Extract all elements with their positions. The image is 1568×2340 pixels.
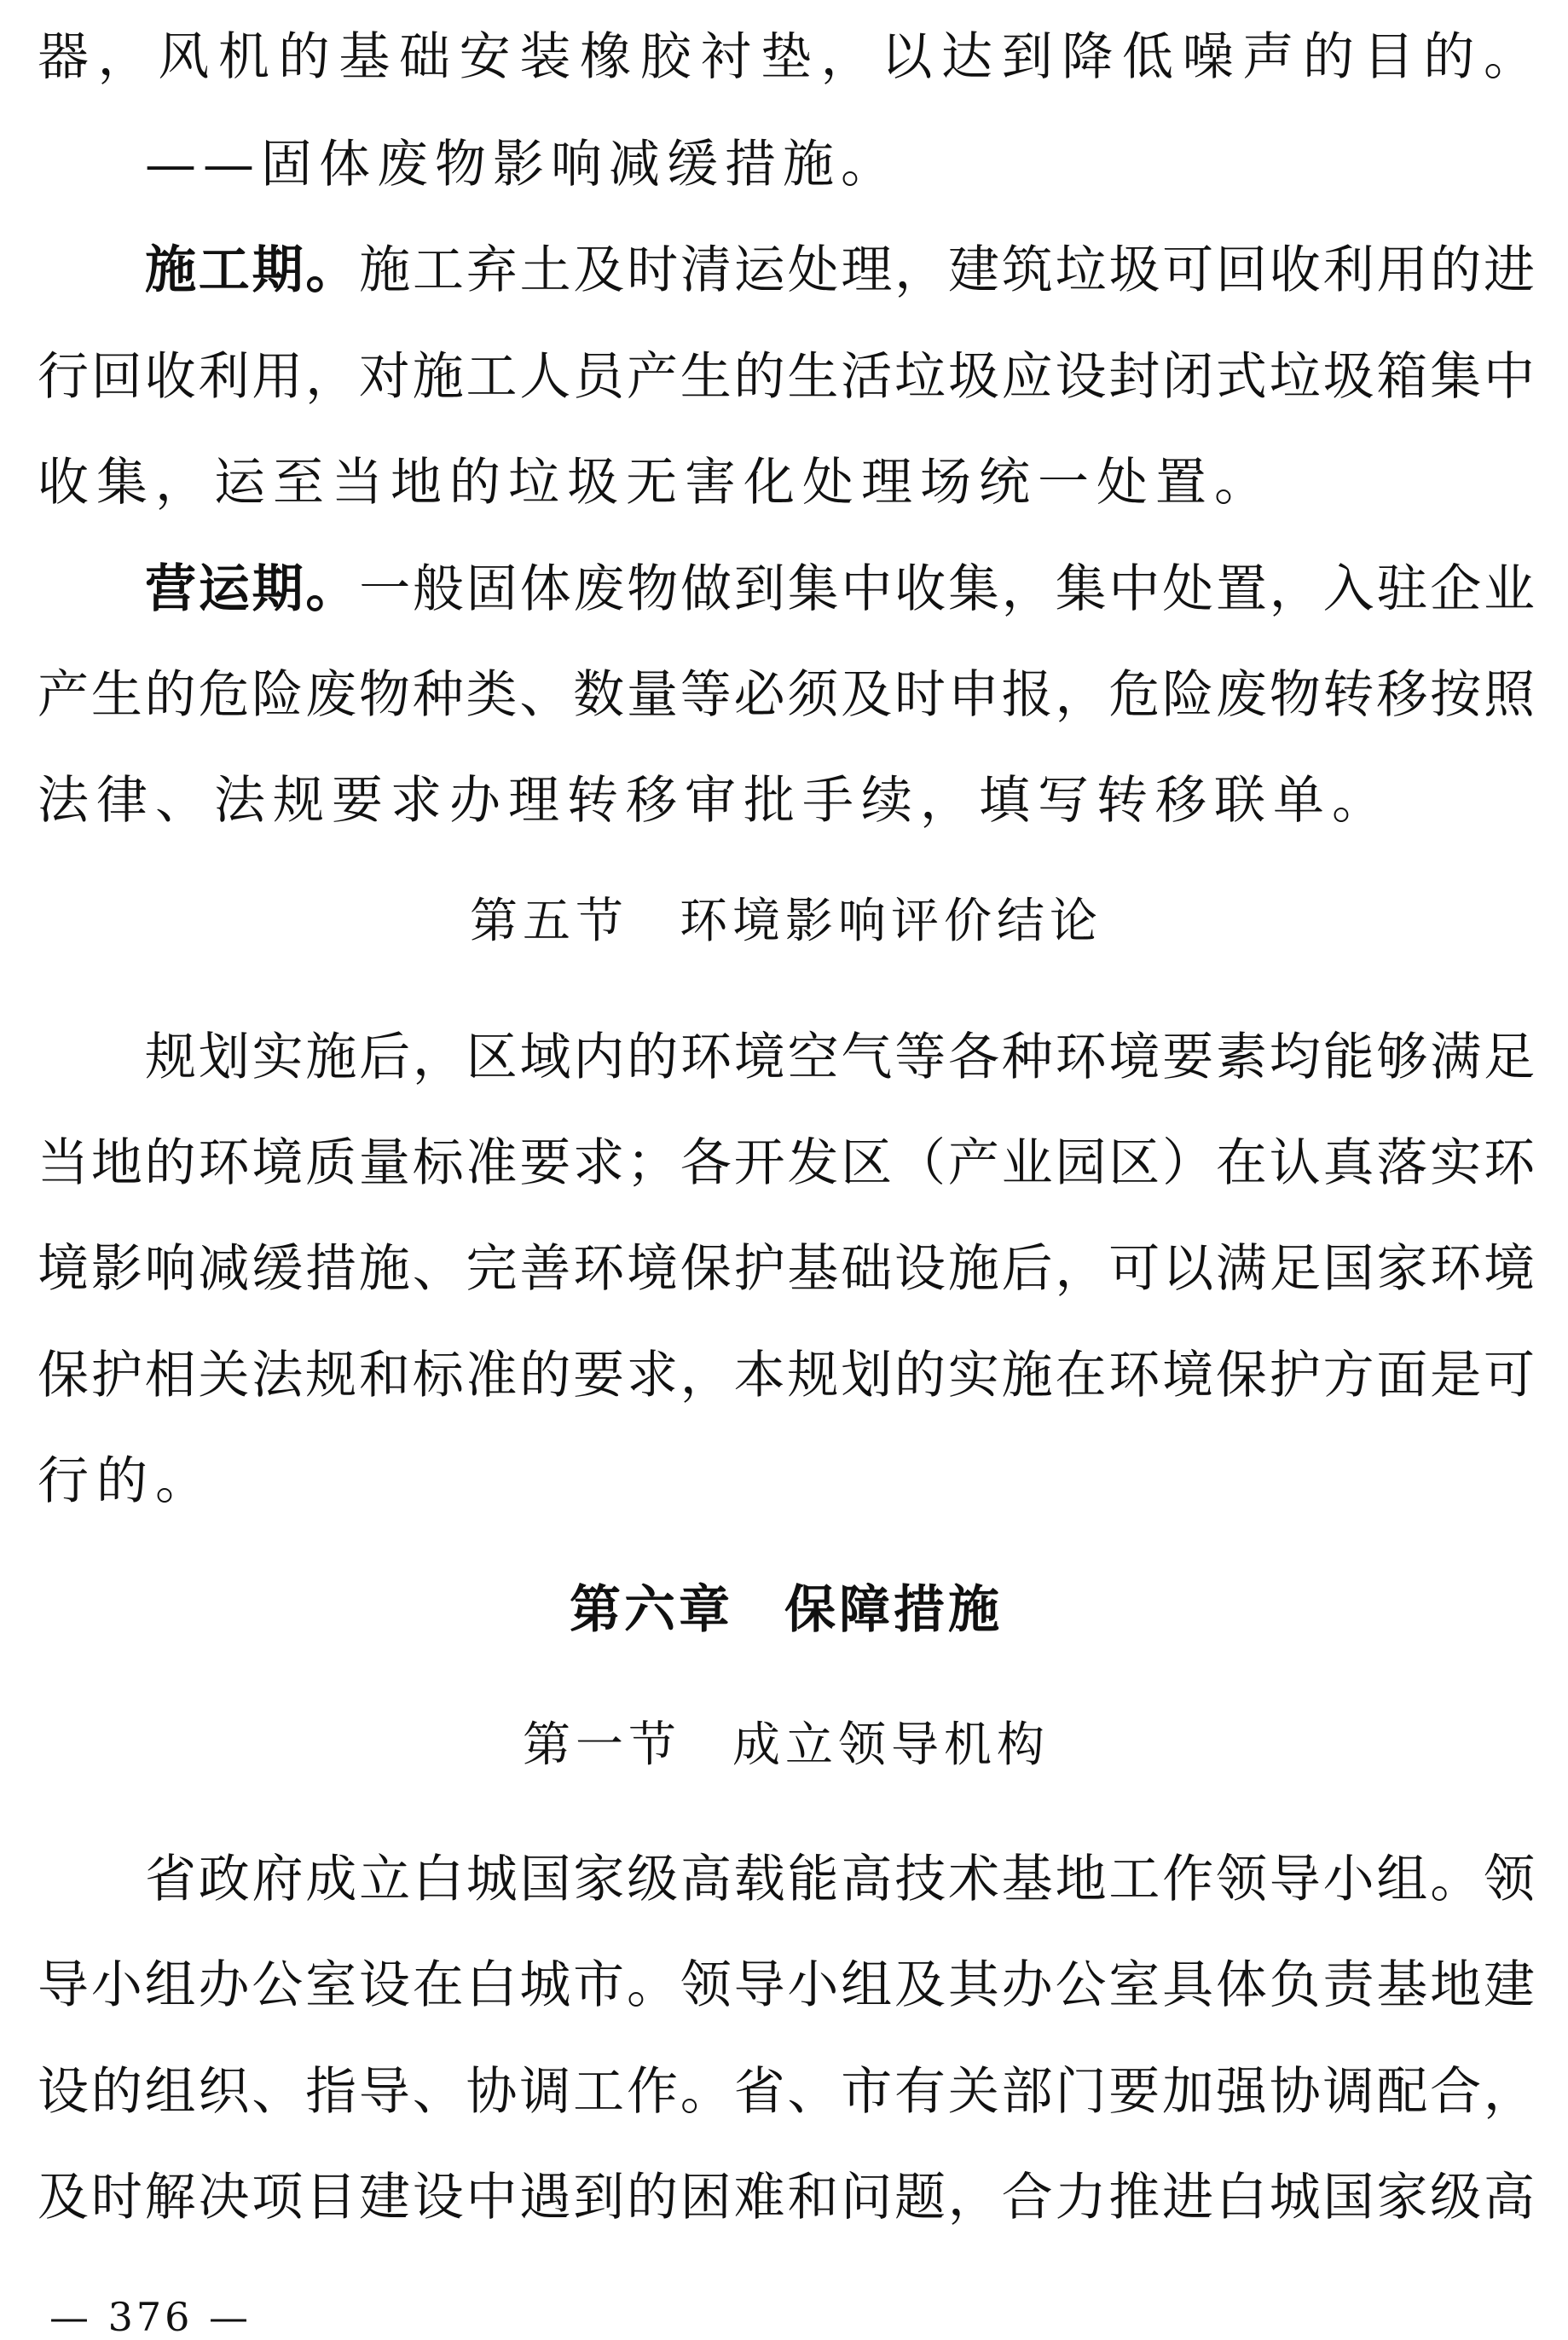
paragraph-line xyxy=(38,559,1535,619)
paragraph-line xyxy=(38,2062,1535,2122)
text-run: 行回收利用，对施工人员产生的生活垃圾应设封闭式垃圾箱集中 xyxy=(38,347,1535,407)
lead-in-construction: 施工期。 xyxy=(145,240,360,300)
paragraph-line xyxy=(38,347,1535,407)
text-run: 保护相关法规和标准的要求，本规划的实施在环境保护方面是可 xyxy=(38,1346,1535,1405)
paragraph-line xyxy=(38,453,1535,513)
paragraph-line xyxy=(38,665,1535,725)
text-run: 器，风机的基础安装橡胶衬垫，以达到降低噪声的目的。 xyxy=(38,27,1535,87)
paragraph-line xyxy=(38,1133,1535,1193)
page-number: — 376 — xyxy=(49,2294,252,2340)
text-run: 境影响减缓措施、完善环境保护基础设施后，可以满足国家环境 xyxy=(38,1239,1535,1299)
text-run: 法律、法规要求办理转移审批手续，填写转移联单。 xyxy=(38,771,1391,831)
text-run: 导小组办公室设在白城市。领导小组及其办公室具体负责基地建 xyxy=(38,1955,1535,2015)
section-title: 环境影响评价结论 xyxy=(680,894,1102,949)
paragraph-line xyxy=(38,27,1535,87)
section-heading xyxy=(38,892,1535,952)
text-run: 一般固体废物做到集中收集，集中处置，入驻企业 xyxy=(359,559,1536,619)
paragraph-line xyxy=(38,1346,1535,1405)
paragraph-line xyxy=(38,1239,1535,1299)
paragraph-line xyxy=(38,240,1535,300)
paragraph-line xyxy=(38,1955,1535,2015)
text-run: ——固体废物影响减缓措施。 xyxy=(145,135,899,194)
chapter-title: 保障措施 xyxy=(784,1580,1003,1640)
text-run: 省政府成立白城国家级高载能高技术基地工作领导小组。领 xyxy=(145,1850,1535,1909)
chapter-heading xyxy=(38,1580,1535,1640)
text-run: 行的。 xyxy=(38,1451,214,1511)
section-label: 第一节 xyxy=(523,1717,681,1773)
text-run: 产生的危险废物种类、数量等必须及时申报，危险废物转移按照 xyxy=(38,665,1535,725)
paragraph-line xyxy=(38,2168,1535,2227)
paragraph-line xyxy=(38,1451,1535,1511)
paragraph-line xyxy=(38,771,1535,831)
paragraph-line xyxy=(38,1850,1535,1909)
text-run: 当地的环境质量标准要求；各开发区（产业园区）在认真落实环 xyxy=(38,1133,1535,1193)
subheading-solid-waste xyxy=(38,135,1535,194)
section-label: 第五节 xyxy=(470,894,628,949)
text-run: 施工弃土及时清运处理，建筑垃圾可回收利用的进 xyxy=(359,240,1536,300)
paragraph-line xyxy=(38,1028,1535,1087)
section-heading xyxy=(38,1716,1535,1775)
text-run: 收集，运至当地的垃圾无害化处理场统一处置。 xyxy=(38,453,1273,513)
chapter-label: 第六章 xyxy=(570,1580,733,1640)
lead-in-operation: 营运期。 xyxy=(145,559,360,619)
text-run: 规划实施后，区域内的环境空气等各种环境要素均能够满足 xyxy=(145,1028,1535,1087)
text-run: 及时解决项目建设中遇到的困难和问题，合力推进白城国家级高 xyxy=(38,2168,1535,2227)
section-title: 成立领导机构 xyxy=(732,1717,1050,1773)
text-run: 设的组织、指导、协调工作。省、市有关部门要加强协调配合， xyxy=(38,2062,1535,2122)
